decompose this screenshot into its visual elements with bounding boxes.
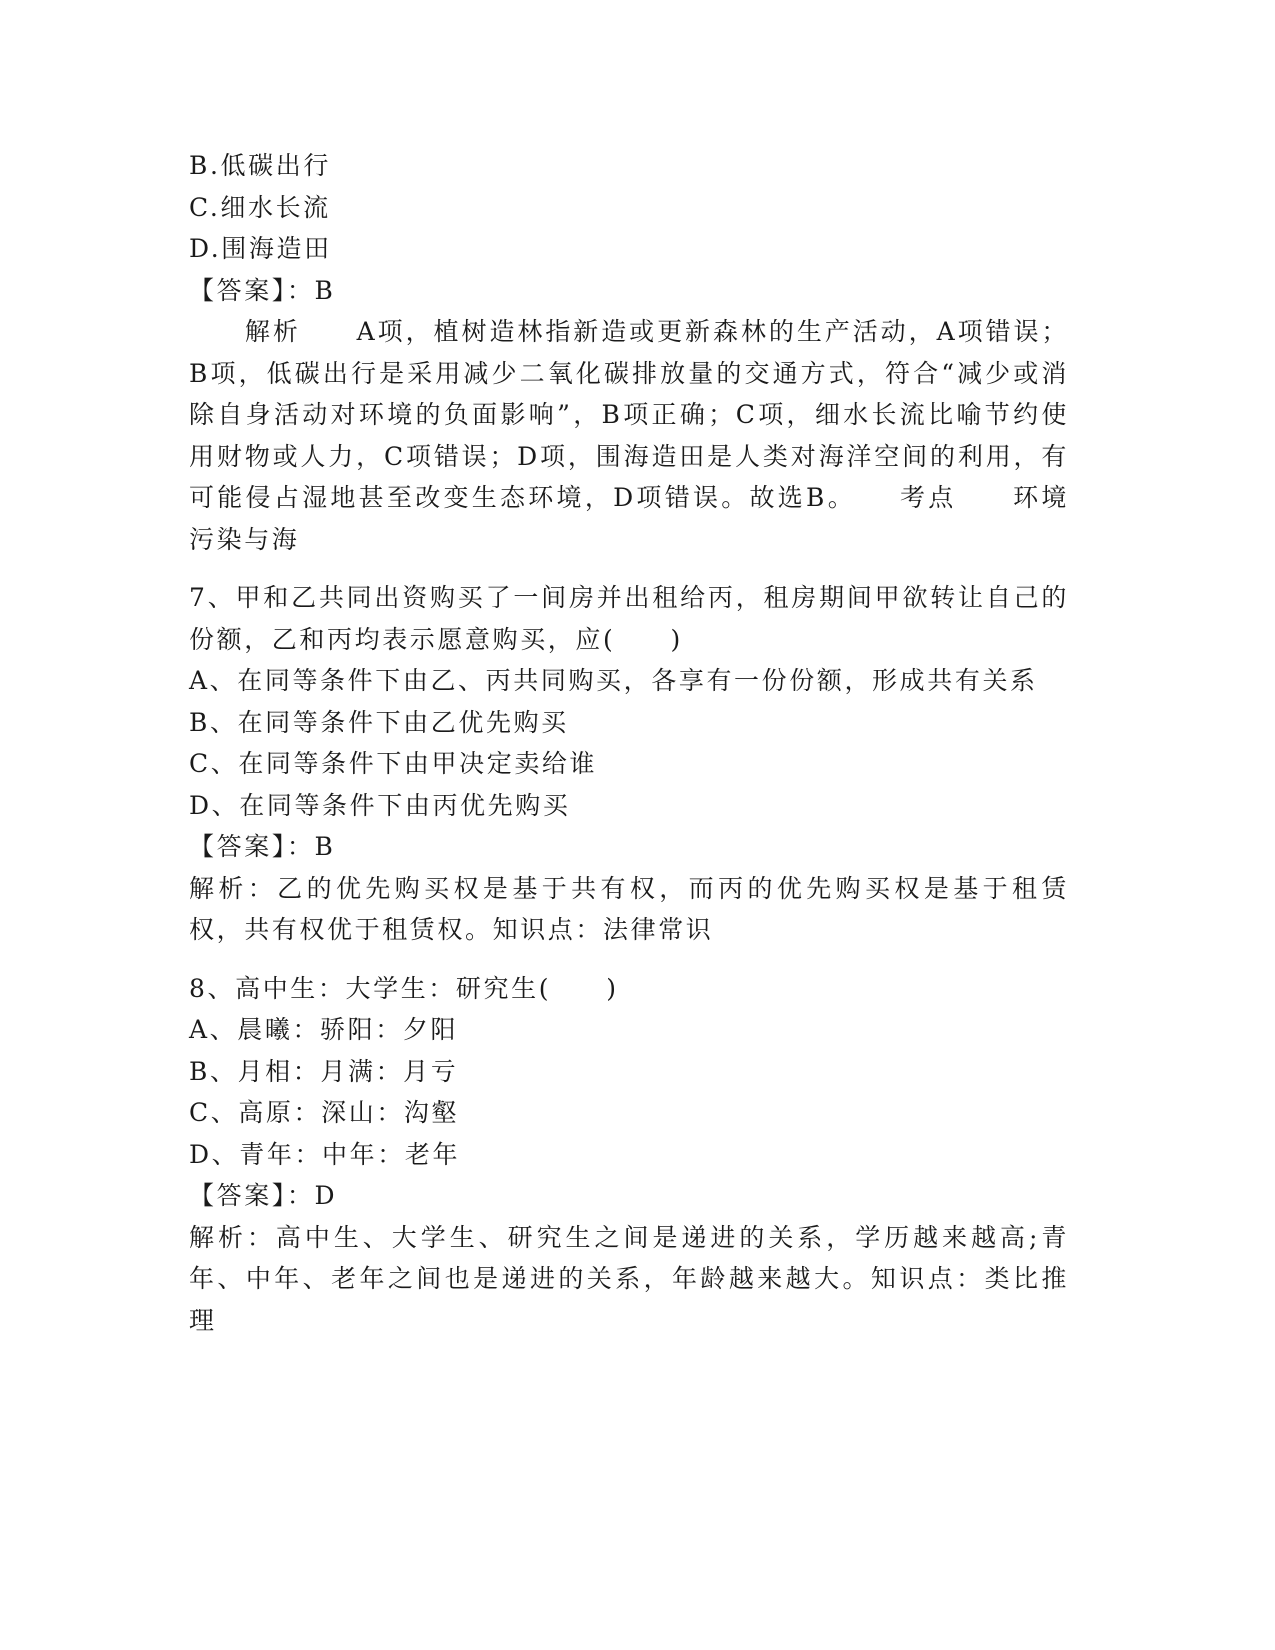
q7-option-d: D、在同等条件下由丙优先购买 [189, 790, 571, 820]
q8-analysis: 解析：高中生、大学生、研究生之间是递进的关系，学历越来越高;青年、中年、老年之间也是递进的关系，年龄越来越大。知识点：类比推理 [189, 1222, 1069, 1335]
q7-question: 7、甲和乙共同出资购买了一间房并出租给丙，租房期间甲欲转让自己的份额，乙和丙均表示愿意购买，应( ) [189, 583, 1069, 654]
q8-option-c: C、高原：深山：沟壑 [189, 1098, 460, 1127]
q7-answer: 【答案】：B [189, 832, 336, 861]
q7-option-b: B、在同等条件下由乙优先购买 [189, 707, 569, 737]
q7-option-a: A、在同等条件下由乙、丙共同购买，各享有一份份额，形成共有关系 [189, 666, 1038, 695]
q8-option-d: D、青年：中年：老年 [189, 1139, 461, 1169]
q8-question: 8、高中生：大学生：研究生( ) [189, 973, 619, 1003]
q7-analysis: 解析：乙的优先购买权是基于共有权，而丙的优先购买权是基于租赁权，共有权优于租赁权。知识点：法律常识 [189, 873, 1069, 944]
q6-option-c: C.细水长流 [189, 192, 331, 222]
q6-option-b: B.低碳出行 [189, 151, 331, 180]
section-gap [189, 560, 1069, 577]
q6-option-d: D.围海造田 [189, 234, 332, 263]
q8-option-a: A、晨曦：骄阳：夕阳 [189, 1015, 459, 1044]
q8-option-b: B、月相：月满：月亏 [189, 1056, 459, 1086]
q6-answer: 【答案】：B [189, 275, 336, 305]
q6-analysis: 解析 A项，植树造林指新造或更新森林的生产活动，A项错误；B项，低碳出行是采用减少二氧化碳排放量的交通方式，符合“减少或消除自身活动对环境的负面影响”，B项正确；C项，细水长流比喻节约使用财物或人力，C项错误；D项，围海造田是人类对海洋空间的利用，有可能侵占湿地甚至改变生态环境，D项错误。故选B。 考点 环境污染与海 [189, 317, 1069, 554]
document-content [189, 145, 1069, 1341]
q7-option-c: C、在同等条件下由甲决定卖给谁 [189, 749, 598, 778]
section-gap [189, 951, 1069, 968]
q8-answer: 【答案】：D [189, 1181, 338, 1210]
